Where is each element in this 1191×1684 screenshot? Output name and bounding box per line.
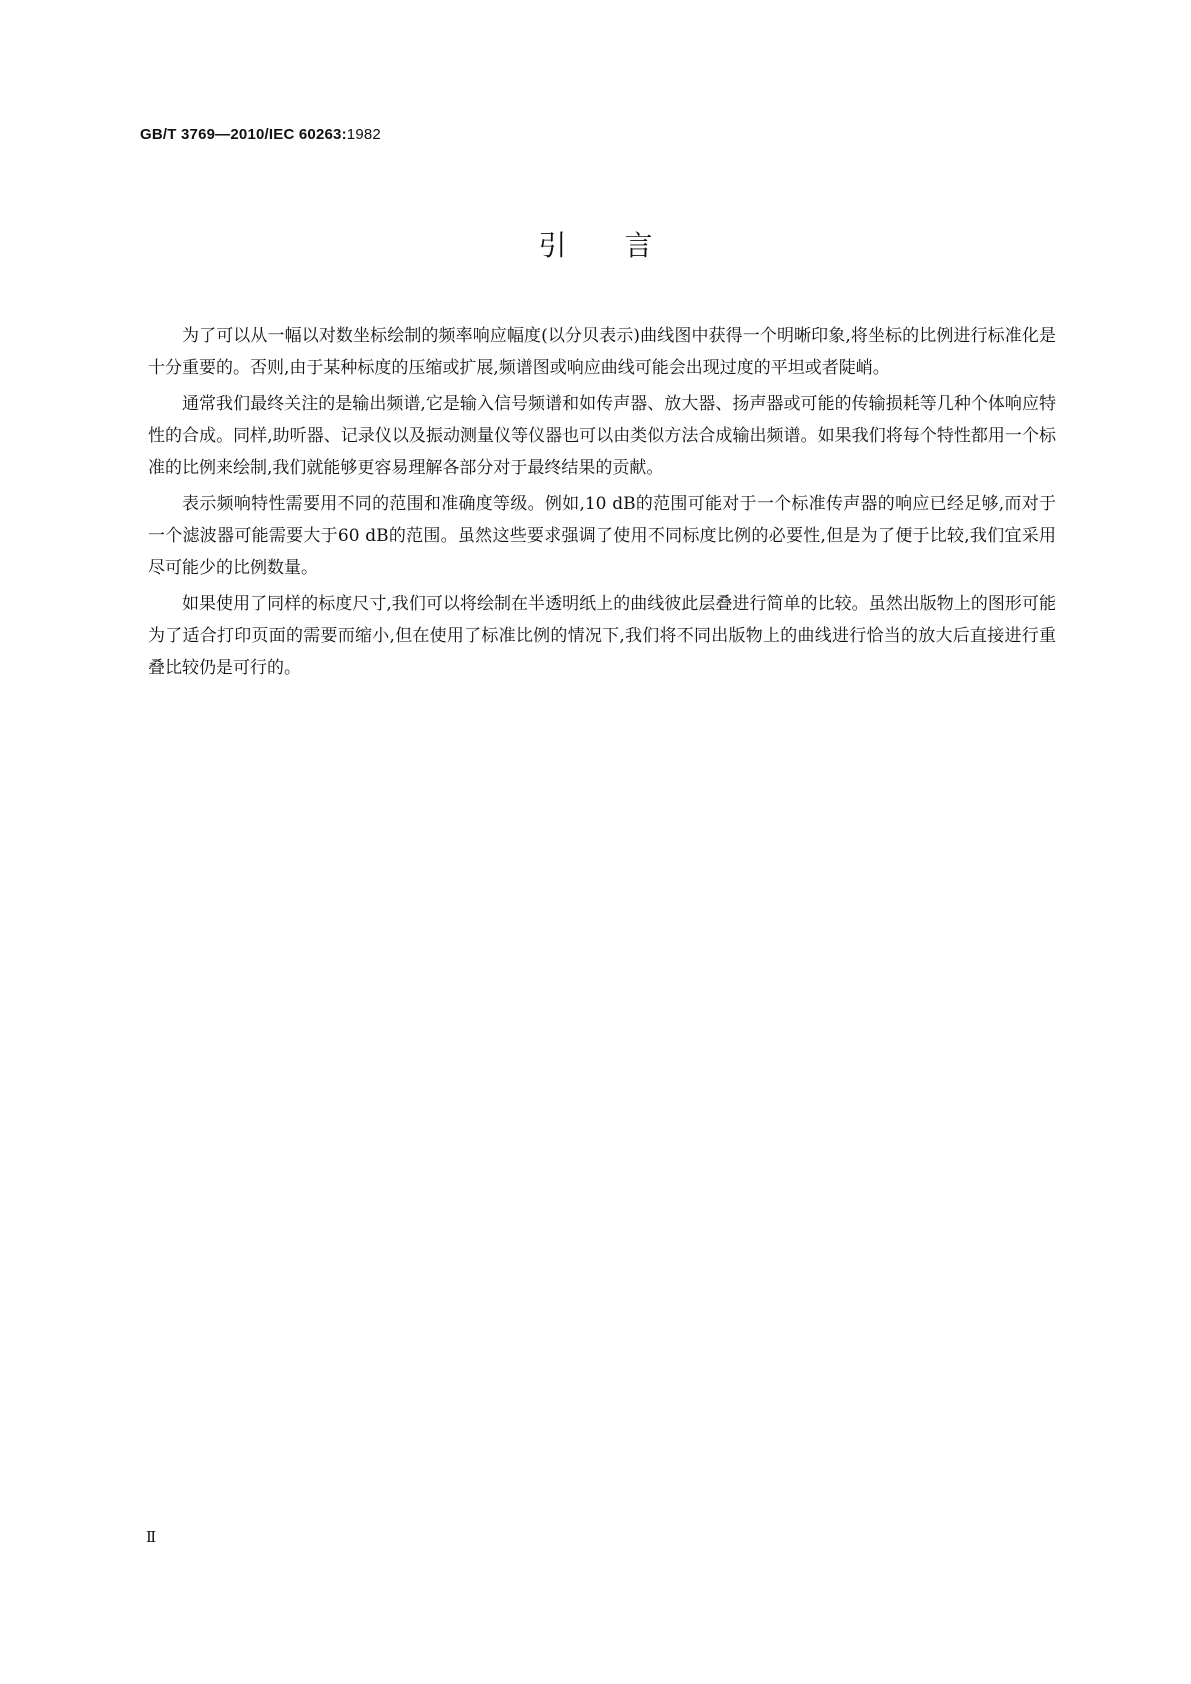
standard-year: 1982 xyxy=(346,126,381,143)
page-title: 引言 xyxy=(538,229,711,262)
paragraph: 如果使用了同样的标度尺寸,我们可以将绘制在半透明纸上的曲线彼此层叠进行简单的比较。虽然出版物上的图形可能为了适合打印页面的需要而缩小,但在使用了标准比例的情况下,我们将不同出版物上的曲线进行恰当的放大后直接进行重叠比较仍是可行的。 xyxy=(148,594,1056,678)
page-number: Ⅱ xyxy=(146,1528,157,1546)
standard-number-header xyxy=(140,126,381,143)
introduction-body xyxy=(148,320,1056,688)
paragraph: 为了可以从一幅以对数坐标绘制的频率响应幅度(以分贝表示)曲线图中获得一个明晰印象,将坐标的比例进行标准化是十分重要的。否则,由于某种标度的压缩或扩展,频谱图或响应曲线可能会出现过度的平坦或者陡峭。 xyxy=(148,326,1056,378)
paragraph: 表示频响特性需要用不同的范围和准确度等级。例如,10 dB的范围可能对于一个标准传声器的响应已经足够,而对于一个滤波器可能需要大于60 dB的范围。虽然这些要求强调了使用不同标度比例的必要性,但是为了便于比较,我们宜采用尽可能少的比例数量。 xyxy=(148,494,1056,578)
standard-code: GB/T 3769—2010/IEC 60263: xyxy=(140,126,347,143)
paragraph: 通常我们最终关注的是输出频谱,它是输入信号频谱和如传声器、放大器、扬声器或可能的传输损耗等几种个体响应特性的合成。同样,助听器、记录仪以及振动测量仪等仪器也可以由类似方法合成输出频谱。如果我们将每个特性都用一个标准的比例来绘制,我们就能够更容易理解各部分对于最终结果的贡献。 xyxy=(148,394,1056,478)
